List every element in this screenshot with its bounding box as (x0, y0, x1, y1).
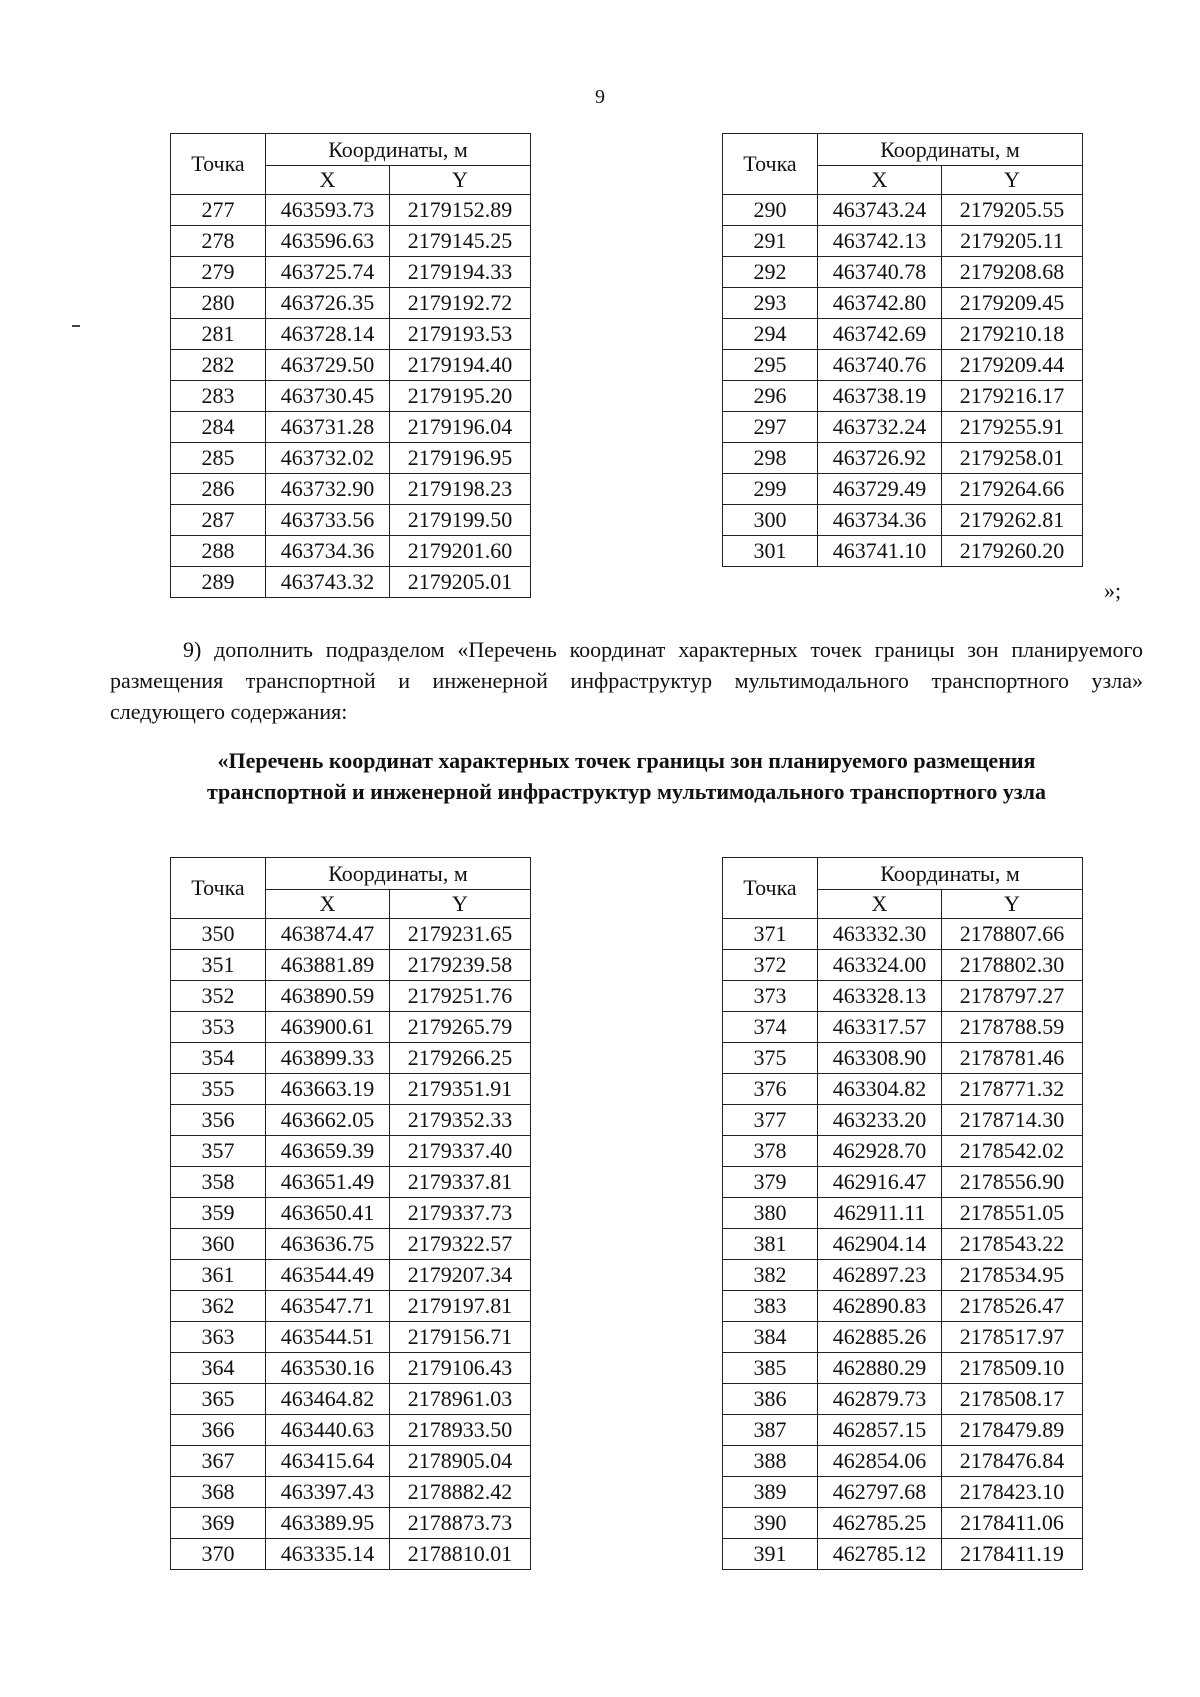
table-row (171, 1384, 531, 1415)
y-cell: 2179352.33 (390, 1105, 531, 1136)
point-cell: 361 (171, 1260, 266, 1291)
x-cell: 463734.36 (818, 505, 942, 536)
table-row (723, 1415, 1083, 1446)
table-row (723, 981, 1083, 1012)
point-cell: 284 (171, 412, 266, 443)
x-cell: 463328.13 (818, 981, 942, 1012)
table-row (723, 226, 1083, 257)
table-row (723, 257, 1083, 288)
y-cell: 2179195.20 (390, 381, 531, 412)
y-cell: 2178479.89 (942, 1415, 1083, 1446)
x-cell: 463899.33 (266, 1043, 390, 1074)
y-cell: 2179197.81 (390, 1291, 531, 1322)
point-cell: 364 (171, 1353, 266, 1384)
table-row (723, 195, 1083, 226)
y-cell: 2179337.40 (390, 1136, 531, 1167)
x-cell: 462857.15 (818, 1415, 942, 1446)
column-header-coordinates: Координаты, м (818, 858, 1083, 890)
y-cell: 2178781.46 (942, 1043, 1083, 1074)
x-cell: 463742.80 (818, 288, 942, 319)
point-cell: 388 (723, 1446, 818, 1477)
amendment-paragraph: 9) дополнить подразделом «Перечень координат характерных точек границы зон планируемого размещения транспортной и инженерной инфраструктур мультимодального транспортного узла» следующего содержания: (110, 637, 1143, 724)
y-cell: 2179199.50 (390, 505, 531, 536)
column-header-y: Y (942, 890, 1083, 919)
x-cell: 462911.11 (818, 1198, 942, 1229)
x-cell: 463464.82 (266, 1384, 390, 1415)
table-row (171, 505, 531, 536)
x-cell: 463547.71 (266, 1291, 390, 1322)
section-heading-line-2: транспортной и инженерной инфраструктур мультимодального транспортного узла (206, 779, 1047, 804)
table-row (171, 567, 531, 598)
y-cell: 2179201.60 (390, 536, 531, 567)
table-row (723, 412, 1083, 443)
point-cell: 298 (723, 443, 818, 474)
x-cell: 463317.57 (818, 1012, 942, 1043)
point-cell: 351 (171, 950, 266, 981)
y-cell: 2179152.89 (390, 195, 531, 226)
x-cell: 462890.83 (818, 1291, 942, 1322)
table-row (723, 381, 1083, 412)
y-cell: 2178423.10 (942, 1477, 1083, 1508)
point-cell: 390 (723, 1508, 818, 1539)
point-cell: 363 (171, 1322, 266, 1353)
table-row (723, 1136, 1083, 1167)
y-cell: 2179205.55 (942, 195, 1083, 226)
x-cell: 463728.14 (266, 319, 390, 350)
column-header-y: Y (942, 166, 1083, 195)
table-row (171, 1260, 531, 1291)
table-row (171, 1322, 531, 1353)
point-cell: 380 (723, 1198, 818, 1229)
y-cell: 2179209.44 (942, 350, 1083, 381)
y-cell: 2179209.45 (942, 288, 1083, 319)
point-cell: 370 (171, 1539, 266, 1570)
point-cell: 371 (723, 919, 818, 950)
point-cell: 384 (723, 1322, 818, 1353)
point-cell: 287 (171, 505, 266, 536)
table-row (171, 1012, 531, 1043)
point-cell: 362 (171, 1291, 266, 1322)
table-row (723, 536, 1083, 567)
x-cell: 463743.32 (266, 567, 390, 598)
table-row (171, 1539, 531, 1570)
column-header-y: Y (390, 166, 531, 195)
y-cell: 2179194.40 (390, 350, 531, 381)
y-cell: 2178411.06 (942, 1508, 1083, 1539)
point-cell: 352 (171, 981, 266, 1012)
x-cell: 462879.73 (818, 1384, 942, 1415)
x-cell: 463389.95 (266, 1508, 390, 1539)
coordinates-table-1 (170, 133, 531, 598)
column-header-coordinates: Координаты, м (266, 134, 531, 166)
table-row (171, 1074, 531, 1105)
point-cell: 369 (171, 1508, 266, 1539)
y-cell: 2178797.27 (942, 981, 1083, 1012)
table-row (723, 474, 1083, 505)
y-cell: 2179196.04 (390, 412, 531, 443)
table-row (723, 319, 1083, 350)
x-cell: 463743.24 (818, 195, 942, 226)
point-cell: 281 (171, 319, 266, 350)
point-cell: 297 (723, 412, 818, 443)
y-cell: 2178771.32 (942, 1074, 1083, 1105)
table-row (171, 1136, 531, 1167)
column-header-x: X (266, 890, 390, 919)
point-cell: 365 (171, 1384, 266, 1415)
table-row (171, 950, 531, 981)
table-row (723, 1477, 1083, 1508)
y-cell: 2179351.91 (390, 1074, 531, 1105)
x-cell: 463742.69 (818, 319, 942, 350)
x-cell: 463530.16 (266, 1353, 390, 1384)
x-cell: 463738.19 (818, 381, 942, 412)
point-cell: 357 (171, 1136, 266, 1167)
table-row (171, 381, 531, 412)
point-cell: 376 (723, 1074, 818, 1105)
y-cell: 2178543.22 (942, 1229, 1083, 1260)
table-row (171, 350, 531, 381)
y-cell: 2178556.90 (942, 1167, 1083, 1198)
point-cell: 350 (171, 919, 266, 950)
point-cell: 368 (171, 1477, 266, 1508)
table-row (723, 1539, 1083, 1570)
point-cell: 292 (723, 257, 818, 288)
point-cell: 358 (171, 1167, 266, 1198)
point-cell: 375 (723, 1043, 818, 1074)
table-row (171, 319, 531, 350)
point-cell: 282 (171, 350, 266, 381)
point-cell: 295 (723, 350, 818, 381)
point-cell: 278 (171, 226, 266, 257)
table-row (723, 1384, 1083, 1415)
column-header-point: Точка (723, 134, 818, 195)
y-cell: 2178933.50 (390, 1415, 531, 1446)
x-cell: 463874.47 (266, 919, 390, 950)
y-cell: 2179106.43 (390, 1353, 531, 1384)
x-cell: 463731.28 (266, 412, 390, 443)
x-cell: 463881.89 (266, 950, 390, 981)
point-cell: 355 (171, 1074, 266, 1105)
table-row (171, 981, 531, 1012)
x-cell: 462916.47 (818, 1167, 942, 1198)
table-row (171, 412, 531, 443)
x-cell: 463732.02 (266, 443, 390, 474)
y-cell: 2179156.71 (390, 1322, 531, 1353)
x-cell: 463890.59 (266, 981, 390, 1012)
table-row (723, 1167, 1083, 1198)
table-row (723, 1353, 1083, 1384)
table-row (171, 1477, 531, 1508)
table-row (723, 1012, 1083, 1043)
table-row (171, 195, 531, 226)
column-header-coordinates: Координаты, м (818, 134, 1083, 166)
x-cell: 463742.13 (818, 226, 942, 257)
table-row (171, 1291, 531, 1322)
x-cell: 463662.05 (266, 1105, 390, 1136)
table-row (171, 1043, 531, 1074)
y-cell: 2178714.30 (942, 1105, 1083, 1136)
x-cell: 462854.06 (818, 1446, 942, 1477)
x-cell: 462897.23 (818, 1260, 942, 1291)
point-cell: 374 (723, 1012, 818, 1043)
column-header-y: Y (390, 890, 531, 919)
y-cell: 2179198.23 (390, 474, 531, 505)
point-cell: 290 (723, 195, 818, 226)
table-row (723, 1229, 1083, 1260)
column-header-point: Точка (171, 134, 266, 195)
y-cell: 2179266.25 (390, 1043, 531, 1074)
y-cell: 2179207.34 (390, 1260, 531, 1291)
x-cell: 463304.82 (818, 1074, 942, 1105)
scan-artifact-dash (72, 325, 80, 327)
x-cell: 462885.26 (818, 1322, 942, 1353)
point-cell: 285 (171, 443, 266, 474)
point-cell: 289 (171, 567, 266, 598)
y-cell: 2178551.05 (942, 1198, 1083, 1229)
y-cell: 2178882.42 (390, 1477, 531, 1508)
x-cell: 463725.74 (266, 257, 390, 288)
y-cell: 2178526.47 (942, 1291, 1083, 1322)
x-cell: 462785.12 (818, 1539, 942, 1570)
coordinates-table-2 (722, 133, 1083, 567)
point-cell: 353 (171, 1012, 266, 1043)
table-row (171, 1508, 531, 1539)
point-cell: 367 (171, 1446, 266, 1477)
point-cell: 359 (171, 1198, 266, 1229)
y-cell: 2179260.20 (942, 536, 1083, 567)
table-row (171, 919, 531, 950)
y-cell: 2178509.10 (942, 1353, 1083, 1384)
x-cell: 463726.92 (818, 443, 942, 474)
point-cell: 279 (171, 257, 266, 288)
x-cell: 463651.49 (266, 1167, 390, 1198)
table-row (723, 350, 1083, 381)
coordinates-table-4 (722, 857, 1083, 1570)
y-cell: 2179205.11 (942, 226, 1083, 257)
x-cell: 463733.56 (266, 505, 390, 536)
table-row (171, 257, 531, 288)
page-number: 9 (595, 86, 605, 108)
table-row (171, 1105, 531, 1136)
x-cell: 463544.51 (266, 1322, 390, 1353)
point-cell: 377 (723, 1105, 818, 1136)
y-cell: 2178542.02 (942, 1136, 1083, 1167)
x-cell: 463659.39 (266, 1136, 390, 1167)
x-cell: 462928.70 (818, 1136, 942, 1167)
x-cell: 462785.25 (818, 1508, 942, 1539)
y-cell: 2179208.68 (942, 257, 1083, 288)
y-cell: 2179258.01 (942, 443, 1083, 474)
table-row (723, 919, 1083, 950)
x-cell: 463415.64 (266, 1446, 390, 1477)
point-cell: 360 (171, 1229, 266, 1260)
table-row (171, 1446, 531, 1477)
x-cell: 463233.20 (818, 1105, 942, 1136)
point-cell: 387 (723, 1415, 818, 1446)
point-cell: 381 (723, 1229, 818, 1260)
point-cell: 354 (171, 1043, 266, 1074)
x-cell: 463740.76 (818, 350, 942, 381)
point-cell: 288 (171, 536, 266, 567)
table-row (723, 1260, 1083, 1291)
y-cell: 2179337.81 (390, 1167, 531, 1198)
x-cell: 463308.90 (818, 1043, 942, 1074)
table-row (723, 1446, 1083, 1477)
point-cell: 286 (171, 474, 266, 505)
point-cell: 386 (723, 1384, 818, 1415)
x-cell: 463732.90 (266, 474, 390, 505)
y-cell: 2178873.73 (390, 1508, 531, 1539)
point-cell: 296 (723, 381, 818, 412)
point-cell: 383 (723, 1291, 818, 1322)
table-row (723, 1043, 1083, 1074)
y-cell: 2179264.66 (942, 474, 1083, 505)
table-row (171, 226, 531, 257)
y-cell: 2178810.01 (390, 1539, 531, 1570)
closing-quote-mark: »; (1104, 578, 1122, 603)
point-cell: 294 (723, 319, 818, 350)
y-cell: 2179239.58 (390, 950, 531, 981)
section-heading-line-1: «Перечень координат характерных точек границы зон планируемого размещения (217, 748, 1036, 773)
y-cell: 2179192.72 (390, 288, 531, 319)
point-cell: 283 (171, 381, 266, 412)
y-cell: 2179210.18 (942, 319, 1083, 350)
table-row (723, 1291, 1083, 1322)
x-cell: 463324.00 (818, 950, 942, 981)
table-row (723, 1074, 1083, 1105)
x-cell: 463544.49 (266, 1260, 390, 1291)
point-cell: 378 (723, 1136, 818, 1167)
y-cell: 2178807.66 (942, 919, 1083, 950)
x-cell: 463397.43 (266, 1477, 390, 1508)
y-cell: 2178905.04 (390, 1446, 531, 1477)
x-cell: 463440.63 (266, 1415, 390, 1446)
point-cell: 382 (723, 1260, 818, 1291)
table-row (723, 1508, 1083, 1539)
y-cell: 2179251.76 (390, 981, 531, 1012)
y-cell: 2179193.53 (390, 319, 531, 350)
point-cell: 291 (723, 226, 818, 257)
x-cell: 463332.30 (818, 919, 942, 950)
point-cell: 280 (171, 288, 266, 319)
table-row (171, 474, 531, 505)
x-cell: 463663.19 (266, 1074, 390, 1105)
y-cell: 2179265.79 (390, 1012, 531, 1043)
point-cell: 301 (723, 536, 818, 567)
y-cell: 2179231.65 (390, 919, 531, 950)
table-row (171, 1229, 531, 1260)
x-cell: 463593.73 (266, 195, 390, 226)
y-cell: 2178508.17 (942, 1384, 1083, 1415)
point-cell: 385 (723, 1353, 818, 1384)
y-cell: 2178411.19 (942, 1539, 1083, 1570)
x-cell: 463734.36 (266, 536, 390, 567)
y-cell: 2178961.03 (390, 1384, 531, 1415)
x-cell: 463741.10 (818, 536, 942, 567)
y-cell: 2179262.81 (942, 505, 1083, 536)
table-row (171, 1415, 531, 1446)
x-cell: 463335.14 (266, 1539, 390, 1570)
x-cell: 463726.35 (266, 288, 390, 319)
point-cell: 299 (723, 474, 818, 505)
column-header-x: X (818, 166, 942, 195)
y-cell: 2179205.01 (390, 567, 531, 598)
table-row (171, 536, 531, 567)
y-cell: 2179194.33 (390, 257, 531, 288)
point-cell: 391 (723, 1539, 818, 1570)
table-row (723, 1198, 1083, 1229)
column-header-point: Точка (723, 858, 818, 919)
column-header-x: X (266, 166, 390, 195)
point-cell: 277 (171, 195, 266, 226)
y-cell: 2178534.95 (942, 1260, 1083, 1291)
column-header-x: X (818, 890, 942, 919)
point-cell: 372 (723, 950, 818, 981)
column-header-coordinates: Координаты, м (266, 858, 531, 890)
y-cell: 2179216.17 (942, 381, 1083, 412)
table-row (171, 288, 531, 319)
y-cell: 2179322.57 (390, 1229, 531, 1260)
point-cell: 389 (723, 1477, 818, 1508)
y-cell: 2179255.91 (942, 412, 1083, 443)
table-row (723, 1105, 1083, 1136)
x-cell: 462797.68 (818, 1477, 942, 1508)
coordinates-table-3 (170, 857, 531, 1570)
table-row (171, 1198, 531, 1229)
point-cell: 300 (723, 505, 818, 536)
point-cell: 379 (723, 1167, 818, 1198)
y-cell: 2178517.97 (942, 1322, 1083, 1353)
table-row (723, 443, 1083, 474)
table-row (723, 950, 1083, 981)
y-cell: 2178788.59 (942, 1012, 1083, 1043)
point-cell: 293 (723, 288, 818, 319)
x-cell: 463730.45 (266, 381, 390, 412)
table-row (723, 288, 1083, 319)
x-cell: 463732.24 (818, 412, 942, 443)
y-cell: 2178802.30 (942, 950, 1083, 981)
point-cell: 356 (171, 1105, 266, 1136)
x-cell: 463650.41 (266, 1198, 390, 1229)
y-cell: 2179337.73 (390, 1198, 531, 1229)
y-cell: 2178476.84 (942, 1446, 1083, 1477)
section-heading (110, 745, 1143, 807)
x-cell: 463740.78 (818, 257, 942, 288)
x-cell: 462880.29 (818, 1353, 942, 1384)
table-row (171, 1167, 531, 1198)
table-row (171, 1353, 531, 1384)
x-cell: 463729.50 (266, 350, 390, 381)
x-cell: 463596.63 (266, 226, 390, 257)
y-cell: 2179196.95 (390, 443, 531, 474)
point-cell: 373 (723, 981, 818, 1012)
table-row (723, 1322, 1083, 1353)
x-cell: 463636.75 (266, 1229, 390, 1260)
point-cell: 366 (171, 1415, 266, 1446)
column-header-point: Точка (171, 858, 266, 919)
y-cell: 2179145.25 (390, 226, 531, 257)
x-cell: 463900.61 (266, 1012, 390, 1043)
table-row (171, 443, 531, 474)
table-row (723, 505, 1083, 536)
x-cell: 462904.14 (818, 1229, 942, 1260)
x-cell: 463729.49 (818, 474, 942, 505)
